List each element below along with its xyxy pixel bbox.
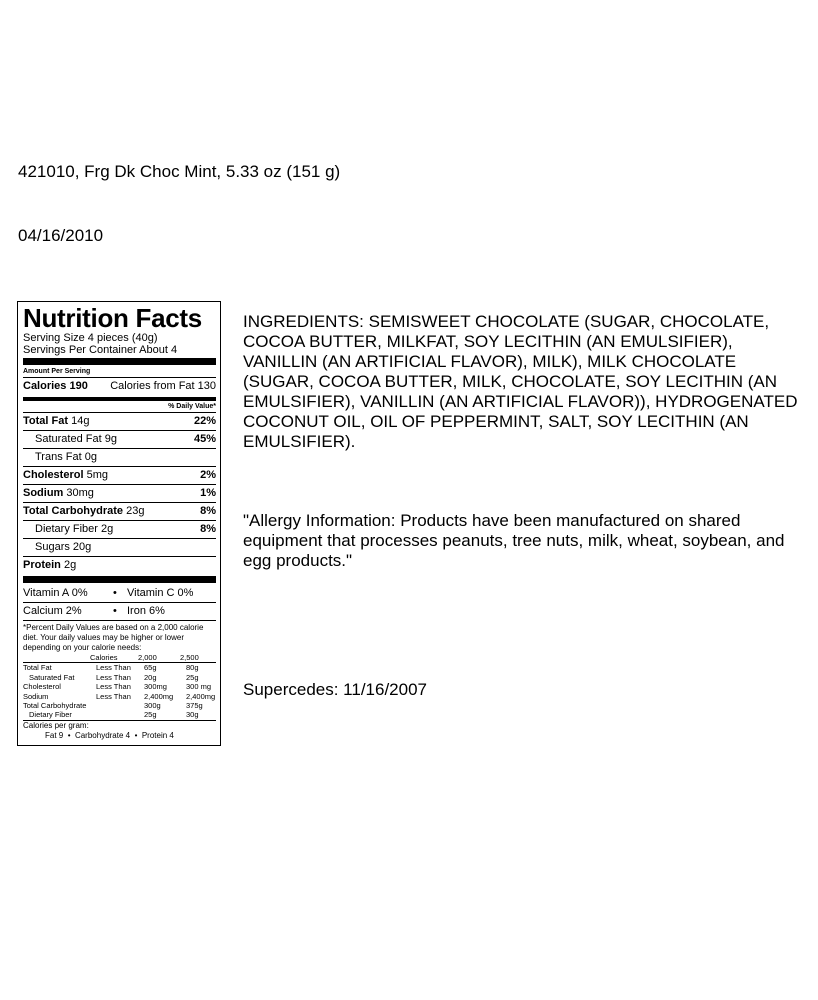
table-cell: Sodium [23, 691, 49, 701]
dietary-fiber-row [23, 521, 216, 538]
calories-from-fat: Calories from Fat 130 [110, 380, 216, 392]
table-cell [96, 701, 144, 710]
dietary-fiber-dv: 8% [200, 523, 216, 535]
bullet: • [67, 730, 71, 740]
cholesterol-label: Cholesterol [23, 469, 84, 481]
calories-per-gram-values [23, 731, 216, 741]
vitamins-row [23, 585, 216, 602]
ingredients-text: INGREDIENTS: SEMISWEET CHOCOLATE (SUGAR, CHOCOLATE, COCOA BUTTER, MILKFAT, SOY LECITHIN (AN EMULSIFIER), VANILLIN (AN ARTIFICIAL FLAVOR), MILK), MILK CHOCOLATE (SUGAR, COCOA BUTTER, MILK, CHOCOLATE, SOY LECITHIN (AN EMULSIFIER), VANILLIN (AN ARTIFICIAL FLAVOR)), HYDROGENATED COCONUT OIL, OIL OF PEPPERMINT, SALT, SOY LECITHIN (AN EMULSIFIER). [243, 312, 798, 451]
table-cell: Less Than [96, 663, 131, 673]
table-cell: 300mg [144, 682, 167, 692]
saturated-fat-dv: 45% [193, 433, 216, 445]
nutrition-facts-panel [17, 301, 221, 746]
protein-label: Protein [23, 559, 61, 571]
cpg-fat: Fat 9 [45, 730, 64, 740]
total-carb-row [23, 503, 216, 520]
table-row [23, 701, 216, 710]
total-fat-amount: 14g [71, 415, 90, 427]
total-fat-row [23, 413, 216, 430]
calories-per-gram-label: Calories per gram: [23, 720, 89, 730]
table-cell: 2,000 [138, 653, 157, 662]
total-carb-dv: 8% [200, 505, 216, 517]
table-cell [23, 653, 90, 662]
daily-values-table [23, 653, 216, 662]
table-cell: 30g [186, 710, 199, 720]
table-cell: Cholesterol [23, 682, 61, 692]
table-row [23, 673, 216, 682]
table-cell: 375g [186, 701, 203, 711]
divider [23, 620, 216, 621]
sugars-row [23, 539, 216, 556]
table-cell: 20g [144, 672, 157, 682]
table-row [23, 710, 216, 719]
table-cell: Dietary Fiber [29, 710, 72, 720]
total-fat-dv: 22% [193, 415, 216, 427]
thick-divider [23, 358, 216, 365]
vitamin-c: Vitamin C 0% [127, 587, 194, 599]
saturated-fat-label: Saturated Fat 9g [35, 433, 117, 445]
sugars-label: Sugars 20g [35, 541, 92, 553]
bullet: • [113, 605, 117, 617]
allergy-information: "Allergy Information: Products have been manufactured on shared equipment that processes peanuts, tree nuts, milk, wheat, soybean, and egg products." [243, 511, 785, 570]
serving-size: Serving Size 4 pieces (40g) [23, 332, 158, 344]
calories-row [23, 378, 216, 395]
amount-per-serving: Amount Per Serving [23, 368, 91, 375]
table-cell: 2,500 [180, 653, 199, 662]
trans-fat-label: Trans Fat 0g [35, 451, 97, 463]
calories-per-gram [23, 721, 216, 741]
daily-values-table-body [23, 663, 216, 719]
nutrition-facts-title: Nutrition Facts [23, 303, 202, 333]
total-carb-amount: 23g [126, 505, 145, 517]
saturated-fat-row [23, 431, 216, 448]
cpg-protein: Protein 4 [141, 730, 174, 740]
table-cell: Total Fat [23, 663, 52, 673]
total-fat-label: Total Fat [23, 415, 69, 427]
table-cell: Less Than [96, 691, 131, 701]
table-cell: 2,400mg [144, 691, 174, 701]
cholesterol-amount: 5mg [86, 469, 108, 481]
daily-value-footnote: *Percent Daily Values are based on a 2,000 calorie diet. Your daily values may be higher or lower depending on your calorie needs: [23, 623, 204, 652]
table-cell: 25g [144, 710, 157, 720]
minerals-row [23, 603, 216, 620]
servings-per-container: Servings Per Container About 4 [23, 344, 178, 356]
table-cell: 80g [186, 663, 199, 673]
supercedes-date: Supercedes: 11/16/2007 [243, 680, 427, 699]
bullet: • [134, 730, 138, 740]
protein-amount: 2g [63, 559, 77, 571]
table-cell: 300 mg [186, 682, 212, 692]
table-row [23, 692, 216, 701]
iron: Iron 6% [127, 605, 165, 617]
total-carb-label: Total Carbohydrate [23, 505, 124, 517]
sodium-amount: 30mg [66, 487, 94, 499]
thick-divider [23, 576, 216, 583]
bullet: • [113, 587, 117, 599]
document-date: 04/16/2010 [18, 226, 104, 245]
trans-fat-row [23, 449, 216, 466]
dietary-fiber-label: Dietary Fiber 2g [35, 523, 114, 535]
sodium-dv: 1% [200, 487, 216, 499]
table-cell: 25g [186, 672, 199, 682]
product-title: 421010, Frg Dk Choc Mint, 5.33 oz (151 g) [18, 162, 341, 181]
cholesterol-dv: 2% [200, 469, 216, 481]
table-cell: Calories [90, 653, 118, 662]
sodium-row [23, 485, 216, 502]
calcium: Calcium 2% [23, 605, 82, 617]
vitamin-a: Vitamin A 0% [23, 587, 88, 599]
medium-divider [23, 397, 216, 401]
table-cell: Saturated Fat [29, 672, 75, 682]
protein-row [23, 557, 216, 574]
table-cell: Less Than [96, 682, 131, 692]
table-cell: Total Carbohydrate [23, 701, 87, 711]
table-cell: Less Than [96, 672, 131, 682]
table-cell: 65g [144, 663, 157, 673]
table-row [23, 682, 216, 691]
sodium-label: Sodium [23, 487, 64, 499]
table-cell [96, 710, 144, 719]
table-cell: 2,400mg [186, 691, 216, 701]
table-row [23, 663, 216, 672]
table-cell: 300g [144, 701, 161, 711]
table-header-row [23, 653, 216, 662]
cholesterol-row [23, 467, 216, 484]
daily-value-header: % Daily Value* [168, 403, 216, 410]
cpg-carb: Carbohydrate 4 [74, 730, 131, 740]
calories: Calories 190 [23, 380, 88, 392]
